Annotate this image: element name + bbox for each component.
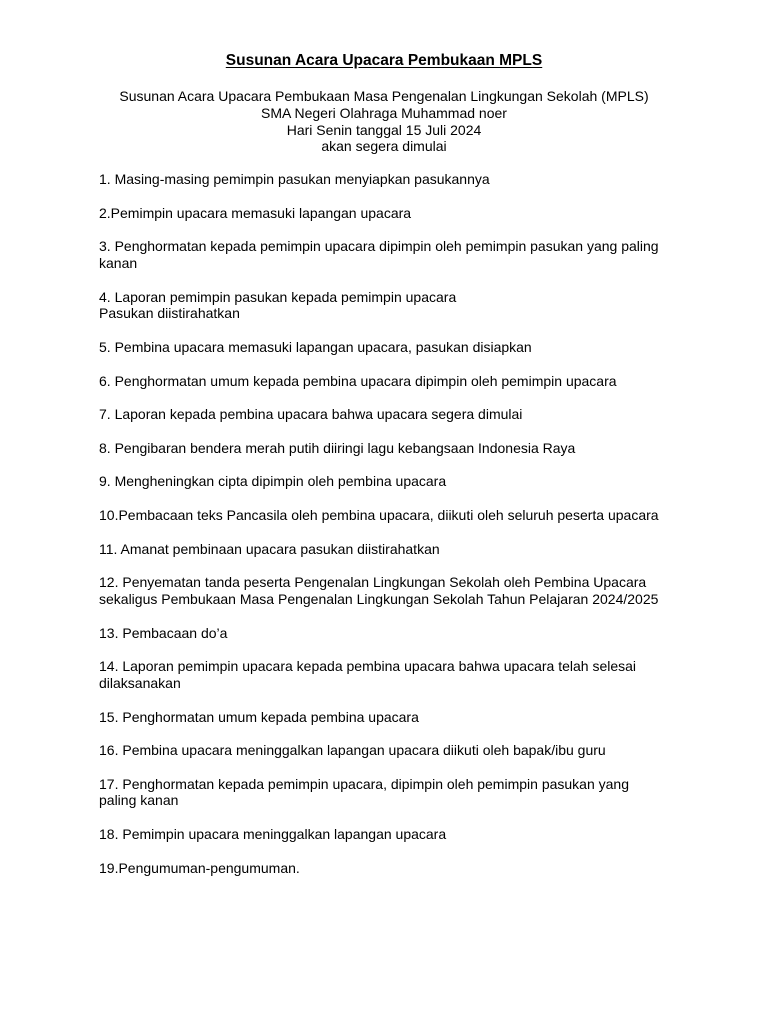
agenda-item — [99, 860, 679, 877]
agenda-item-text: 7. Laporan kepada pembina upacara bahwa upacara segera dimulai — [99, 406, 523, 423]
agenda-item — [99, 205, 679, 222]
agenda-item — [99, 339, 679, 356]
agenda-item-text: 10.Pembacaan teks Pancasila oleh pembina upacara, diikuti oleh seluruh peserta upacara — [99, 506, 659, 523]
agenda-item-text: 13. Pembacaan do’a — [99, 624, 228, 641]
agenda-item-text: 19.Pengumuman-pengumuman. — [99, 859, 300, 876]
agenda-item-text: paling kanan — [99, 792, 179, 809]
agenda-item-text: kanan — [99, 254, 138, 271]
agenda-item-text: 1. Masing-masing pemimpin pasukan menyiapkan pasukannya — [99, 171, 490, 187]
agenda-item-text: 12. Penyematan tanda peserta Pengenalan Lingkungan Sekolah oleh Pembina Upacara — [99, 574, 647, 591]
agenda-item-text: 9. Mengheningkan cipta dipimpin oleh pembina upacara — [99, 473, 447, 490]
subtitle-line: SMA Negeri Olahraga Muhammad noer — [261, 104, 507, 121]
agenda-item-text: 8. Pengibaran bendera merah putih diiringi lagu kebangsaan Indonesia Raya — [99, 439, 576, 456]
agenda-item — [99, 406, 679, 423]
agenda-item-text: 5. Pembina upacara memasuki lapangan upacara, pasukan disiapkan — [99, 338, 532, 355]
subtitle-line: akan segera dimulai — [321, 138, 447, 155]
agenda-item — [99, 373, 679, 390]
agenda-item-text: 15. Penghormatan umum kepada pembina upacara — [99, 708, 419, 725]
agenda-item — [99, 171, 679, 188]
agenda-item — [99, 709, 679, 726]
agenda-item-text: 17. Penghormatan kepada pemimpin upacara, dipimpin oleh pemimpin pasukan yang — [99, 775, 629, 792]
agenda-item — [99, 238, 679, 272]
agenda-item — [99, 289, 679, 323]
agenda-item-text: 4. Laporan pemimpin pasukan kepada pemimpin upacara — [99, 288, 457, 305]
agenda-list — [99, 171, 679, 893]
agenda-item — [99, 473, 679, 490]
agenda-item — [99, 574, 679, 608]
agenda-item-text: 11. Amanat pembinaan upacara pasukan diistirahatkan — [99, 540, 440, 557]
agenda-item-text: 16. Pembina upacara meninggalkan lapangan upacara diikuti oleh bapak/ibu guru — [99, 742, 606, 759]
agenda-item — [99, 776, 679, 810]
agenda-item — [99, 742, 679, 759]
agenda-item-text: 2.Pemimpin upacara memasuki lapangan upacara — [99, 204, 412, 221]
agenda-item-text: dilaksanakan — [99, 674, 181, 691]
agenda-item-text: 14. Laporan pemimpin upacara kepada pembina upacara bahwa upacara telah selesai — [99, 658, 637, 675]
agenda-item — [99, 507, 679, 524]
subtitle-line: Hari Senin tanggal 15 Juli 2024 — [286, 121, 482, 138]
agenda-item — [99, 440, 679, 457]
document-subtitle — [0, 88, 768, 155]
agenda-item — [99, 826, 679, 843]
subtitle-line: Susunan Acara Upacara Pembukaan Masa Pengenalan Lingkungan Sekolah (MPLS) — [119, 88, 649, 104]
agenda-item — [99, 625, 679, 642]
agenda-item — [99, 658, 679, 692]
agenda-item-text: Pasukan diistirahatkan — [99, 305, 240, 322]
agenda-item-text: 18. Pemimpin upacara meninggalkan lapangan upacara — [99, 826, 447, 843]
agenda-item — [99, 541, 679, 558]
agenda-item-text: 6. Penghormatan umum kepada pembina upacara dipimpin oleh pemimpin upacara — [99, 372, 617, 389]
document-title: Susunan Acara Upacara Pembukaan MPLS — [225, 52, 543, 69]
agenda-item-text: sekaligus Pembukaan Masa Pengenalan Lingkungan Sekolah Tahun Pelajaran 2024/2025 — [99, 590, 659, 607]
agenda-item-text: 3. Penghormatan kepada pemimpin upacara dipimpin oleh pemimpin pasukan yang paling — [99, 238, 659, 255]
